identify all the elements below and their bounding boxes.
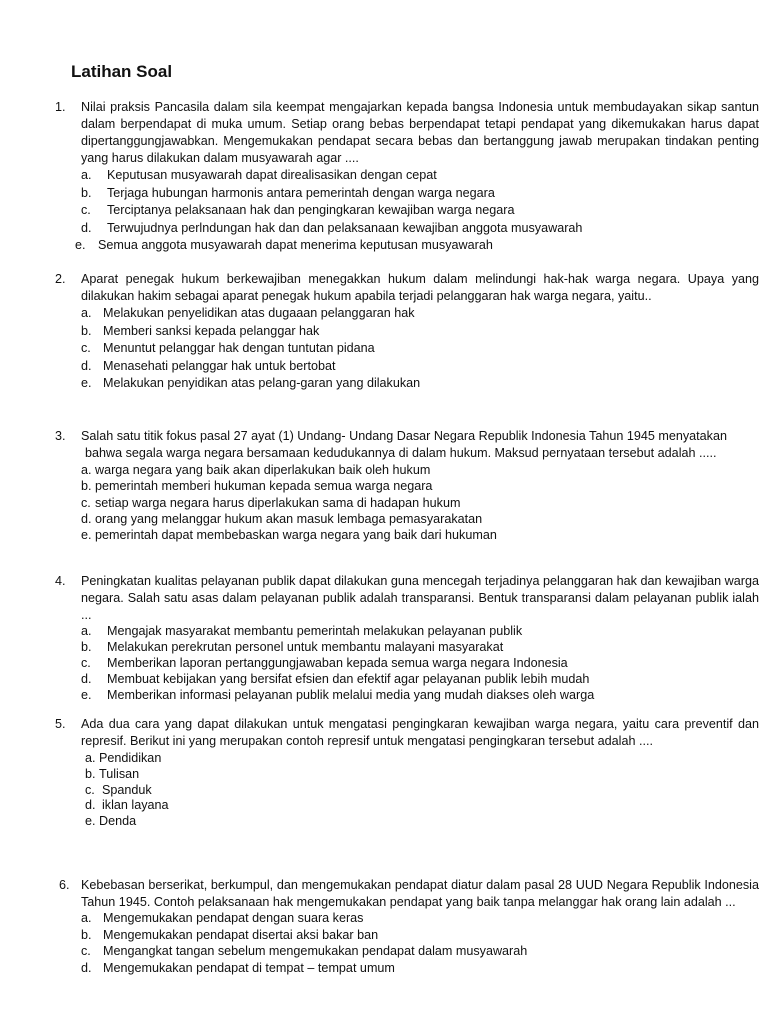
page-title: Latihan Soal: [71, 62, 173, 81]
option-e[interactable]: [55, 687, 759, 703]
option-letter: c.: [81, 203, 91, 217]
option-letter: e.: [81, 376, 92, 390]
option-letter: a.: [81, 463, 92, 477]
option-d[interactable]: [55, 797, 759, 813]
option-a[interactable]: [59, 910, 759, 927]
option-b[interactable]: [55, 185, 759, 203]
question-5: [55, 716, 759, 829]
question-stem: [59, 877, 759, 911]
question-text: Salah satu titik fokus pasal 27 ayat (1) Undang- Undang Dasar Negara Republik Indonesia Tahun 1945 menyatakan bahwa segala warga negara bersamaan kedudukannya di dalam hukum. Maksud pernyataan tersebut adalah .....: [81, 429, 727, 460]
question-6: [59, 877, 759, 976]
question-number: 2.: [55, 272, 66, 286]
question-3: [55, 428, 759, 543]
option-b[interactable]: [59, 927, 759, 944]
option-letter: b.: [81, 479, 92, 494]
option-letter: a.: [81, 624, 92, 638]
option-text: orang yang melanggar hukum akan masuk lembaga pemasyarakatan: [95, 511, 483, 526]
option-letter: b.: [81, 323, 92, 338]
option-letter: c.: [81, 944, 91, 959]
option-c[interactable]: [55, 782, 759, 798]
option-letter: a.: [81, 306, 92, 320]
option-letter: a.: [81, 911, 92, 925]
option-text: Mengajak masyarakat membantu pemerintah melakukan pelayanan publik: [107, 624, 523, 638]
option-b[interactable]: [55, 639, 759, 655]
option-e[interactable]: [55, 527, 759, 543]
option-letter: e.: [81, 688, 92, 702]
option-d[interactable]: [59, 960, 759, 977]
option-d[interactable]: [55, 671, 759, 687]
option-letter: b.: [81, 640, 92, 654]
option-letter: b.: [81, 927, 92, 942]
option-text: Semua anggota musyawarah dapat menerima keputusan musyawarah: [98, 238, 493, 252]
option-text: pemerintah dapat membebaskan warga negara yang baik dari hukuman: [95, 528, 497, 543]
option-letter: c.: [85, 782, 95, 797]
option-text: Tulisan: [99, 766, 140, 781]
option-text: Memberikan laporan pertanggungjawaban kepada semua warga negara Indonesia: [107, 656, 568, 670]
option-c[interactable]: [55, 202, 759, 220]
option-letter: d.: [81, 220, 92, 235]
option-text: Denda: [99, 814, 137, 829]
option-letter: c.: [81, 495, 91, 510]
option-c[interactable]: [55, 340, 759, 358]
option-c[interactable]: [59, 943, 759, 960]
option-list: [55, 167, 759, 255]
option-d[interactable]: [55, 511, 759, 527]
option-e[interactable]: [55, 813, 759, 829]
option-text: Melakukan penyelidikan atas dugaaan pelanggaran hak: [103, 306, 415, 320]
question-4: [55, 573, 759, 703]
option-list: [55, 623, 759, 703]
option-a[interactable]: [55, 750, 759, 766]
option-letter: e.: [75, 238, 86, 252]
option-list: [55, 462, 759, 543]
option-a[interactable]: [55, 623, 759, 639]
option-letter: a.: [81, 168, 92, 182]
option-text: Memberi sanksi kepada pelanggar hak: [103, 323, 320, 338]
option-letter: d.: [81, 511, 92, 526]
option-letter: d.: [85, 798, 96, 813]
option-letter: e.: [85, 814, 96, 829]
option-text: Menuntut pelanggar hak dengan tuntutan pidana: [103, 341, 375, 355]
option-a[interactable]: [55, 462, 759, 478]
question-number: 1.: [55, 100, 66, 114]
question-text: Aparat penegak hukum berkewajiban menegakkan hukum dalam melindungi hak-hak warga negara. Upaya yang dilakukan hakim sebagai aparat penegak hukum apabila terjadi pelanggaran hak warga negara, yaitu..: [81, 272, 759, 303]
option-text: Memberikan informasi pelayanan publik melalui media yang mudah diakses oleh warga: [107, 688, 595, 702]
option-b[interactable]: [55, 766, 759, 782]
option-text: setiap warga negara harus diperlakukan sama di hadapan hukum: [95, 495, 461, 510]
option-letter: c.: [81, 656, 91, 670]
option-letter: b.: [81, 185, 92, 200]
option-text: iklan layana: [102, 798, 169, 813]
option-b[interactable]: [55, 323, 759, 341]
option-text: Terjaga hubungan harmonis antara pemerintah dengan warga negara: [107, 185, 495, 200]
option-letter: d.: [81, 672, 92, 686]
option-text: Keputusan musyawarah dapat direalisasikan dengan cepat: [107, 168, 437, 182]
option-text: pemerintah memberi hukuman kepada semua warga negara: [95, 479, 433, 494]
option-letter: b.: [85, 766, 96, 781]
option-list: [55, 750, 759, 829]
question-text: Peningkatan kualitas pelayanan publik dapat dilakukan guna mencegah terjadinya pelanggaran hak dan kewajiban warga negara. Salah satu asas dalam pelayanan publik adalah transparansi. Bentuk transparansi dalam pelayanan publik ialah ...: [81, 574, 759, 622]
option-list: [55, 305, 759, 393]
option-b[interactable]: [55, 478, 759, 494]
option-letter: c.: [81, 341, 91, 355]
question-stem: [55, 99, 759, 167]
option-text: Mengangkat tangan sebelum mengemukakan pendapat dalam musyawarah: [103, 944, 528, 959]
option-text: Membuat kebijakan yang bersifat efsien dan efektif agar pelayanan publik lebih mudah: [107, 672, 590, 686]
question-1: [55, 99, 759, 255]
question-stem: [55, 428, 759, 462]
question-stem: [55, 271, 759, 305]
question-text: Kebebasan berserikat, berkumpul, dan mengemukakan pendapat diatur dalam pasal 28 UUD Negara Republik Indonesia Tahun 1945. Contoh pelaksanaan hak mengemukakan pendapat yang baik tanpa melanggar hak orang lain adalah ...: [81, 878, 759, 909]
option-d[interactable]: [55, 220, 759, 238]
option-text: Terwujudnya perlndungan hak dan dan pelaksanaan kewajiban anggota musyawarah: [107, 220, 583, 235]
option-text: Mengemukakan pendapat disertai aksi bakar ban: [103, 927, 379, 942]
option-text: warga negara yang baik akan diperlakukan baik oleh hukum: [95, 463, 431, 477]
question-2: [55, 271, 759, 393]
option-a[interactable]: [55, 305, 759, 323]
question-stem: [55, 716, 759, 750]
option-letter: e.: [81, 528, 92, 543]
option-text: Menasehati pelanggar hak untuk bertobat: [103, 358, 336, 373]
option-letter: d.: [81, 358, 92, 373]
option-a[interactable]: [55, 167, 759, 185]
option-list: [59, 910, 759, 976]
option-text: Spanduk: [102, 782, 152, 797]
option-text: Mengemukakan pendapat di tempat – tempat umum: [103, 960, 395, 975]
question-number: 3.: [55, 429, 66, 443]
question-stem: [55, 573, 759, 624]
option-text: Melakukan perekrutan personel untuk membantu malayani masyarakat: [107, 640, 504, 654]
question-number: 5.: [55, 717, 66, 731]
option-text: Mengemukakan pendapat dengan suara keras: [103, 911, 364, 925]
question-text: Nilai praksis Pancasila dalam sila keempat mengajarkan kepada bangsa Indonesia untuk membudayakan sikap santun dalam berpendapat di muka umum. Setiap orang bebas berpendapat tetapi pendapat yang dikemukakan harus dapat dipertanggungjawabkan. Mengemukakan pendapat secara bebas dan bertanggung jawab merupakan tindakan penting yang harus dilakukan dalam musyawarah agar ....: [81, 100, 759, 165]
option-d[interactable]: [55, 358, 759, 376]
question-number: 4.: [55, 574, 66, 588]
option-text: Melakukan penyidikan atas pelang-garan yang dilakukan: [103, 376, 421, 390]
option-e[interactable]: [55, 237, 759, 255]
option-text: Pendidikan: [99, 751, 162, 765]
option-e[interactable]: [55, 375, 759, 393]
option-c[interactable]: [55, 655, 759, 671]
option-text: Terciptanya pelaksanaan hak dan pengingkaran kewajiban warga negara: [107, 203, 515, 217]
question-number: 6.: [59, 878, 70, 892]
option-letter: a.: [85, 751, 96, 765]
option-c[interactable]: [55, 495, 759, 511]
question-text: Ada dua cara yang dapat dilakukan untuk mengatasi pengingkaran kewajiban warga negara, yaitu cara preventif dan represif. Berikut ini yang merupakan contoh represif untuk mengatasi pengingkaran tersebut adalah ....: [81, 717, 759, 748]
option-letter: d.: [81, 960, 92, 975]
